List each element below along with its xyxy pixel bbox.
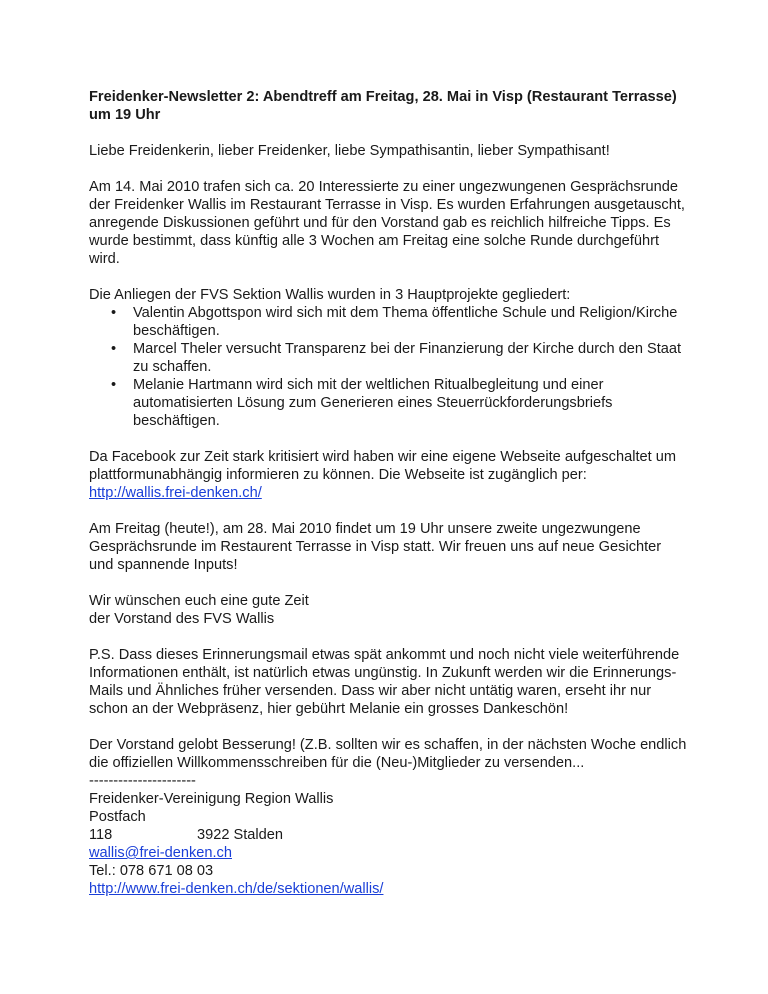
bullet-icon: •	[111, 377, 117, 393]
bullet-icon: •	[111, 305, 117, 321]
section-url-link[interactable]: http://www.frei-denken.ch/de/sektionen/wallis/	[89, 881, 384, 897]
closing	[89, 592, 689, 628]
signature-city: 3922 Stalden	[197, 827, 284, 843]
paragraph-meeting-report: Am 14. Mai 2010 trafen sich ca. 20 Interessierte zu einer ungezwungenen Gesprächsrunde der Freidenker Wallis im Restaurant Terrasse in Visp. Es wurden Erfahrungen ausgetauscht, anregende Diskussionen geführt und für den Vorstand gab es reichlich hilfreiche Tipps. Es wurde bestimmt, dass künftig alle 3 Wochen am Freitag eine solche Runde durchgeführt wird.	[89, 179, 685, 267]
signature-block	[89, 790, 689, 898]
signature-org: Freidenker-Vereinigung Region Wallis	[89, 791, 334, 807]
bullet-icon: •	[111, 341, 117, 357]
signature-address	[89, 808, 689, 844]
greeting: Liebe Freidenkerin, lieber Freidenker, liebe Sympathisantin, lieber Sympathisant!	[89, 143, 610, 159]
closing-line: Wir wünschen euch eine gute Zeit	[89, 593, 309, 609]
list-item: • Valentin Abgottspon wird sich mit dem Thema öffentliche Schule und Religion/Kirche beschäftigen.	[111, 305, 678, 339]
newsletter-title: Freidenker-Newsletter 2: Abendtreff am Freitag, 28. Mai in Visp (Restaurant Terrasse) um 19 Uhr	[89, 89, 677, 123]
list-item: • Melanie Hartmann wird sich mit der weltlichen Ritualbegleitung und einer automatisierten Lösung zum Generieren eines Steuerrückforderungsbriefs beschäftigen.	[111, 377, 613, 429]
paragraph-website: Da Facebook zur Zeit stark kritisiert wird haben wir eine eigene Webseite aufgeschaltet um plattformunabhängig informieren zu können. Die Webseite ist zugänglich per: http://wallis.frei-denken.ch/	[89, 448, 689, 502]
paragraph-next-meeting: Am Freitag (heute!), am 28. Mai 2010 findet um 19 Uhr unsere zweite ungezwungene Gesprächsrunde im Restaurent Terrasse in Visp statt. Wir freuen uns auf neue Gesichter und spannende Inputs!	[89, 521, 662, 573]
signature-phone: Tel.: 078 671 08 03	[89, 863, 214, 879]
closing-signature: der Vorstand des FVS Wallis	[89, 611, 275, 627]
newsletter-body	[89, 88, 689, 898]
projects-list	[89, 304, 689, 430]
projects-intro: Die Anliegen der FVS Sektion Wallis wurden in 3 Hauptprojekte gegliedert:	[89, 287, 571, 303]
postscript: P.S. Dass dieses Erinnerungsmail etwas spät ankommt und noch nicht viele weiterführende Informationen enthält, ist natürlich etwas ungünstig. In Zukunft werden wir die Erinnerungs-Mails und Ähnliches früher versenden. Dass wir aber nicht untätig waren, erseht ihr nur schon an der Webpräsenz, hier gebührt Melanie ein grosses Dankeschön!	[89, 647, 680, 717]
list-item: • Marcel Theler versucht Transparenz bei der Finanzierung der Kirche durch den Staat zu schaffen.	[111, 341, 682, 375]
signature-postfach: Postfach 118	[89, 809, 146, 843]
vorstand-note: Der Vorstand gelobt Besserung! (Z.B. sollten wir es schaffen, in der nächsten Woche endlich die offiziellen Willkommensschreiben für die (Neu-)Mitglieder zu versenden...	[89, 737, 687, 771]
website-link[interactable]: http://wallis.frei-denken.ch/	[89, 485, 262, 501]
separator-line: ----------------------	[89, 773, 196, 789]
email-link[interactable]: wallis@frei-denken.ch	[89, 845, 232, 861]
